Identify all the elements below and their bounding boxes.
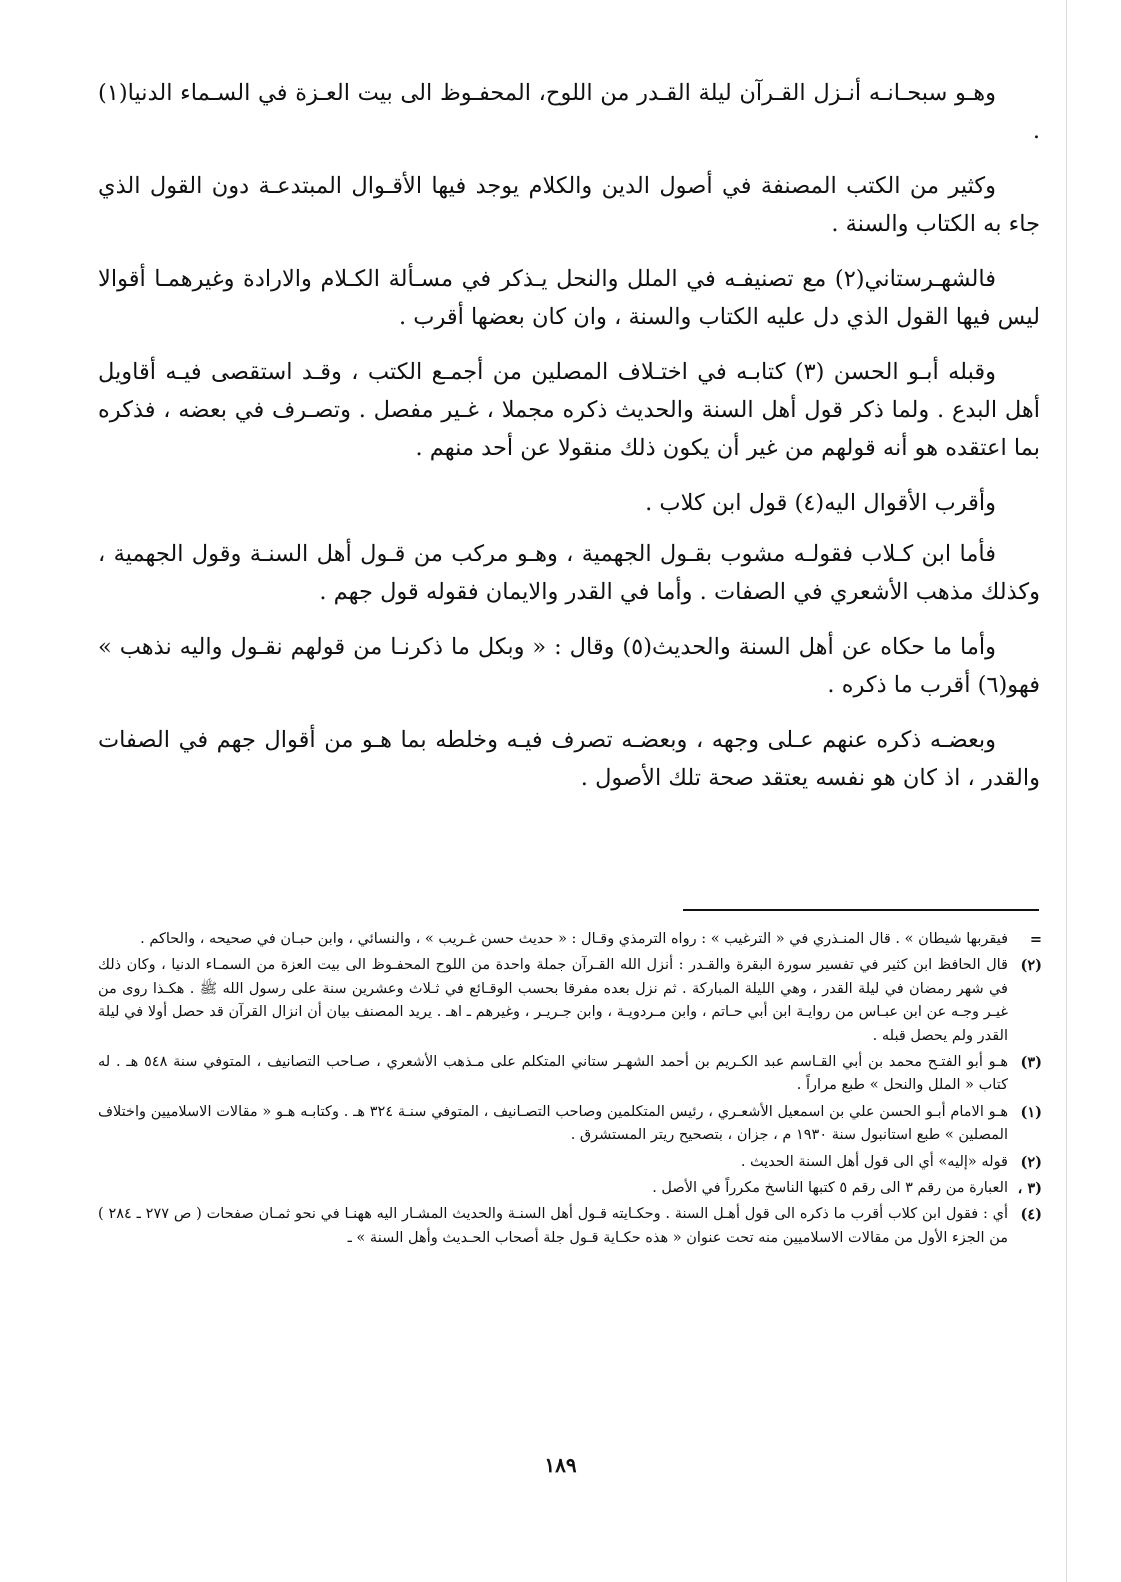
footnote <box>98 1177 1042 1200</box>
footnote-marker: (٣ ، <box>1017 1180 1042 1198</box>
footnote <box>98 1203 1042 1250</box>
footnote <box>98 1151 1042 1174</box>
paragraph: وأقرب الأقوال اليه(٤) قول ابن كلاب . <box>645 490 996 516</box>
paragraph: وقبله أبـو الحسن (٣) كتابـه في اختـلاف المصلين من أجمـع الكتب ، وقـد استقصى فيـه أقاويل أهل البدع . ولما ذكر قول أهل السنة والحديث ذكره مجملا ، غـير مفصل . وتصـرف في بعضه ، فذكره بما اعتقده هو أنه قولهم من غير أن يكون ذلك منقولا عن أحد منهم . <box>98 359 1040 461</box>
paragraph: فأما ابن كـلاب فقولـه مشوب بقـول الجهمية ، وهـو مركب من قـول أهل السنـة وقول الجهمية ، وكذلك مذهب الأشعري في الصفات . وأما في القدر والايمان فقوله قول جهم . <box>98 541 1040 605</box>
footnote-marker: (٤) <box>1020 1206 1042 1224</box>
footnote-separator <box>683 909 1039 911</box>
paragraph: وهـو سبحـانـه أنـزل القـرآن ليلة القـدر من اللوح، المحفـوظ الى بيت العـزة في السـماء الدنيا(١) . <box>98 80 1040 144</box>
paragraph: فالشهـرستاني(٢) مع تصنيفـه في الملل والنحل يـذكر في مسـألة الكـلام والارادة وغيرهمـا أقوالا ليس فيها القول الذي دل عليه الكتاب والسنة ، وان كان بعضها أقرب . <box>98 266 1040 330</box>
paragraph: وبعضـه ذكره عنهم عـلى وجهه ، وبعضـه تصرف فيـه وخلطه بما هـو من أقوال جهم في الصفات والقدر ، اذ كان هو نفسه يعتقد صحة تلك الأصول . <box>98 727 1040 791</box>
scan-edge-line <box>1066 0 1067 1582</box>
footnote-text: قوله «إليه» أي الى قول أهل السنة الحديث . <box>740 1153 1008 1170</box>
footnote-text: العبارة من رقم ٣ الى رقم ٥ كتبها الناسخ مكرراً في الأصل . <box>652 1180 1008 1197</box>
footnote-text: أي : فقول ابن كلاب أقرب ما ذكره الى قول أهـل السنة . وحكـايته قـول أهل السنـة والحديث المشـار اليه ههنـا في نحو ثمـان صفحات ( ص ٢٧٧ ـ ٢٨٤ ) من الجزء الأول من مقالات الاسلاميين منه تحت عنوان « هذه حكـاية قـول جلة أصحاب الحـديث وأهل السنة » ـ <box>98 1206 1008 1246</box>
footnote <box>98 954 1042 1048</box>
main-text <box>98 74 1040 814</box>
footnote <box>98 1101 1042 1148</box>
footnote <box>98 1051 1042 1098</box>
paragraph: وأما ما حكاه عن أهل السنة والحديث(٥) وقال : « وبكل ما ذكرنـا من قولهم نقـول واليه نذهب » فهو(٦) أقرب ما ذكره . <box>98 634 1040 698</box>
footnote-text: هـو الامام أبـو الحسن علي بن اسمعيل الأشعـري ، رئيس المتكلمين وصاحب التصـانيف ، المتوفي سنـة ٣٢٤ هـ . وكتابـه هـو « مقالات الاسلاميين واختلاف المصلين » طبع استانبول سنة ١٩٣٠ م ، جزان ، بتصحيح ريتر المستشرق . <box>98 1103 1009 1144</box>
footnotes <box>98 928 1042 1253</box>
page-number: ١٨٩ <box>544 1453 577 1477</box>
footnote-marker: = <box>1029 931 1042 948</box>
footnote-text: قال الحافظ ابن كثير في تفسير سورة البقرة والقـدر : أنزل الله القـرآن جملة واحدة من اللوح المحفـوظ الى بيت العزة من السمـاء الدنيا ، وكان ذلك في شهر رمضان في ليلة القدر ، وهي الليلة المباركة . ثم نزل بعده مفرقا بحسب الوقـائع في ثـلاث وعشرين سنة على رسول الله ﷺ . هكـذا روى من غيـر وجـه عن ابن عبـاس من روايـة ابن أبي حـاتم ، وابن مـردويـة ، وابن جـريـر ، وغيرهم ـ اهـ . يريد المصنف بيان أن انزال القرآن قد حصل أولا في ليلة القدر ولم يحصل قبله . <box>98 957 1008 1044</box>
footnote-text: فيقربها شيطان » . قال المنـذري في « الترغيب » : رواه الترمذي وقـال : « حديث حسن غـريب » ، والنسائي ، وابن حبـان في صحيحه ، والحاكم . <box>140 931 1008 947</box>
footnote-marker: (٢) <box>1020 1153 1042 1171</box>
footnote-marker: (٣) <box>1020 1054 1042 1072</box>
footnote-marker: (٢) <box>1020 957 1042 975</box>
footnote-text: هـو أبو الفتـح محمد بن أبي القـاسم عبد الكـريم بن أحمد الشهـر ستاني المتكلم على مـذهب الأشعري ، صـاحب التصانيف ، المتوفي سنة ٥٤٨ هـ . له كتاب « الملل والنحل » طبع مراراً . <box>98 1054 1009 1094</box>
paragraph: وكثير من الكتب المصنفة في أصول الدين والكلام يوجد فيها الأقـوال المبتدعـة دون القول الذي جاء به الكتاب والسنة . <box>98 173 1040 237</box>
footnote-marker: (١) <box>1020 1103 1042 1121</box>
footnote <box>98 928 1042 951</box>
